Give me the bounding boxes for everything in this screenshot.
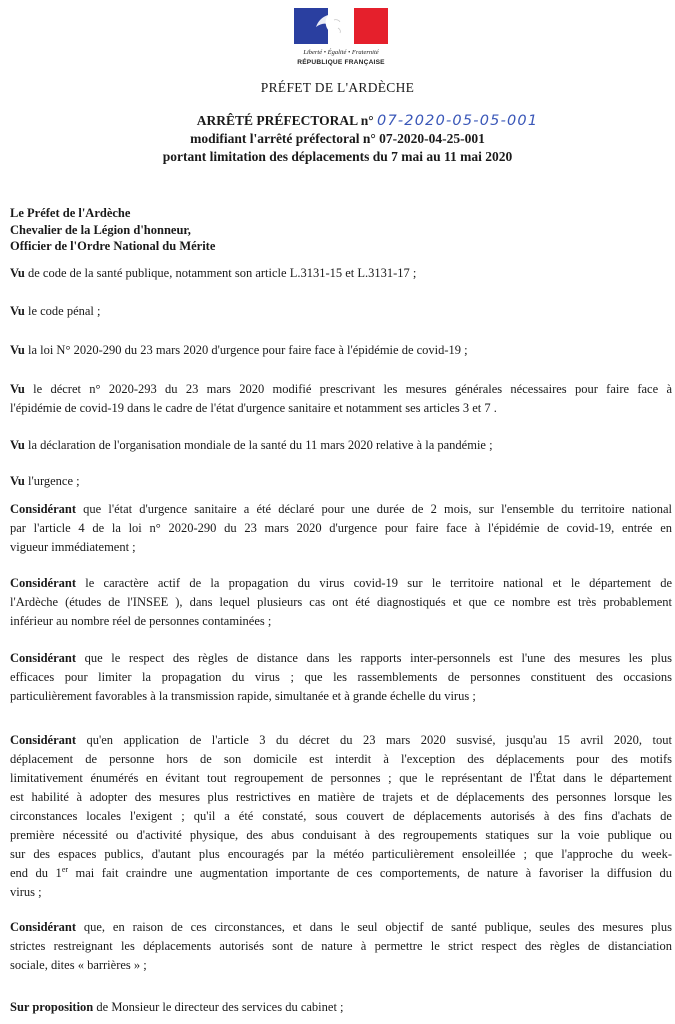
considerant-etat-urgence: Considérant que l'état d'urgence sanitaire a été déclaré pour une durée de 2 mois, sur l'ensemble du territoire national par l'article 4 de la loi n° 2020-290 du 23 mars 2020 d'urgence pour faire face à l'épidémie de covid-19, entrée en vigueur immédiatement ; [10,502,672,554]
sur-proposition: Sur proposition de Monsieur le directeur des services du cabinet ; [10,1000,344,1014]
signatory-block [10,205,215,255]
vu-decret: Vu le décret n° 2020-293 du 23 mars 2020 modifié prescrivant les mesures générales nécessaires pour faire face à l'épidémie de covid-19 dans le cadre de l'état d'urgence sanitaire et notamment ses articles 3 et 7 . [10,382,672,415]
republic-name: RÉPUBLIQUE FRANÇAISE [297,58,385,66]
vu-code-sante: Vu de code de la santé publique, notamment son article L.3131-15 et L.3131-17 ; [10,266,417,280]
decree-subtitle-modifying: modifiant l'arrêté préfectoral n° 07-2020-04-25-001 [190,131,485,146]
signatory-honour: Chevalier de la Légion d'honneur, [10,222,191,237]
vu-code-penal: Vu le code pénal ; [10,304,101,318]
marianne-flag-icon [294,8,388,44]
republique-francaise-logo [286,8,396,66]
republic-motto: Liberté • Égalité • Fraternité [303,49,379,56]
considerant-distance: Considérant que le respect des règles de distance dans les rapports inter-personnels est l'une des mesures les plus efficaces pour limiter la propagation du virus ; que les rassemblements de personnes constituent des occasions particulièrement favorables à la transmission rapide, simultanée et à grande échelle du virus ; [10,651,672,703]
marianne-profile-icon [314,11,358,43]
decree-title-prefix: ARRÊTÉ PRÉFECTORAL n° [196,113,374,128]
decree-title [0,112,675,166]
decree-number-handwritten: 07-2020-05-05-001 [377,113,539,129]
vu-urgence: Vu l'urgence ; [10,474,80,488]
signatory-name: Le Préfet de l'Ardèche [10,206,131,220]
signatory-order: Officier de l'Ordre National du Mérite [10,239,216,253]
considerant-propagation: Considérant le caractère actif de la propagation du virus covid-19 sur le territoire national et le département de l'Ardèche (études de l'INSEE ), dans lequel plusieurs cas ont été diagnostiqués et que ce nombre est très probablement inférieur au nombre réel de personnes contaminées ; [10,576,672,628]
considerant-mesures-strictes: Considérant que, en raison de ces circonstances, et dans le seul objectif de santé publique, seules des mesures plus strictes restreignant les déplacements autorisés sont de nature à permettre le strict respect des règles de distanciation sociale, dites « barrières » ; [10,920,672,972]
vu-declaration-oms: Vu la déclaration de l'organisation mondiale de la santé du 11 mars 2020 relative à la pandémie ; [10,438,493,452]
decree-subtitle-scope: portant limitation des déplacements du 7 mai au 11 mai 2020 [162,149,513,164]
prefecture-heading: PRÉFET DE L'ARDÈCHE [260,80,415,95]
vu-loi-urgence: Vu la loi N° 2020-290 du 23 mars 2020 d'urgence pour faire face à l'épidémie de covid-19 ; [10,343,468,357]
considerant-deplacements: Considérant qu'en application de l'article 3 du décret du 23 mars 2020 susvisé, jusqu'au 15 avril 2020, tout déplacement de personne hors de son domicile est interdit à l'exception des déplacements pour des motifs limitativement énumérés en évitant tout regroupement de personnes ; que le représentant de l'État dans le département est habilité à adopter des mesures plus restrictives en matière de trajets et de déplacements des personnes lorsque les circonstances locales l'exigent ; qu'il a été constaté, sous couvert de déplacements autorisés à des fins d'achats de première nécessité ou d'activité physique, des abus conduisant à des regroupements statiques sur la voie publique ou sur des espaces publics, d'autant plus encouragés par la météo particulièrement ensoleillée ; que l'approche du week- end du 1er mai fait craindre une augmentation importante de ces comportements, de nature à favoriser la diffusion du virus ; [10,733,672,899]
